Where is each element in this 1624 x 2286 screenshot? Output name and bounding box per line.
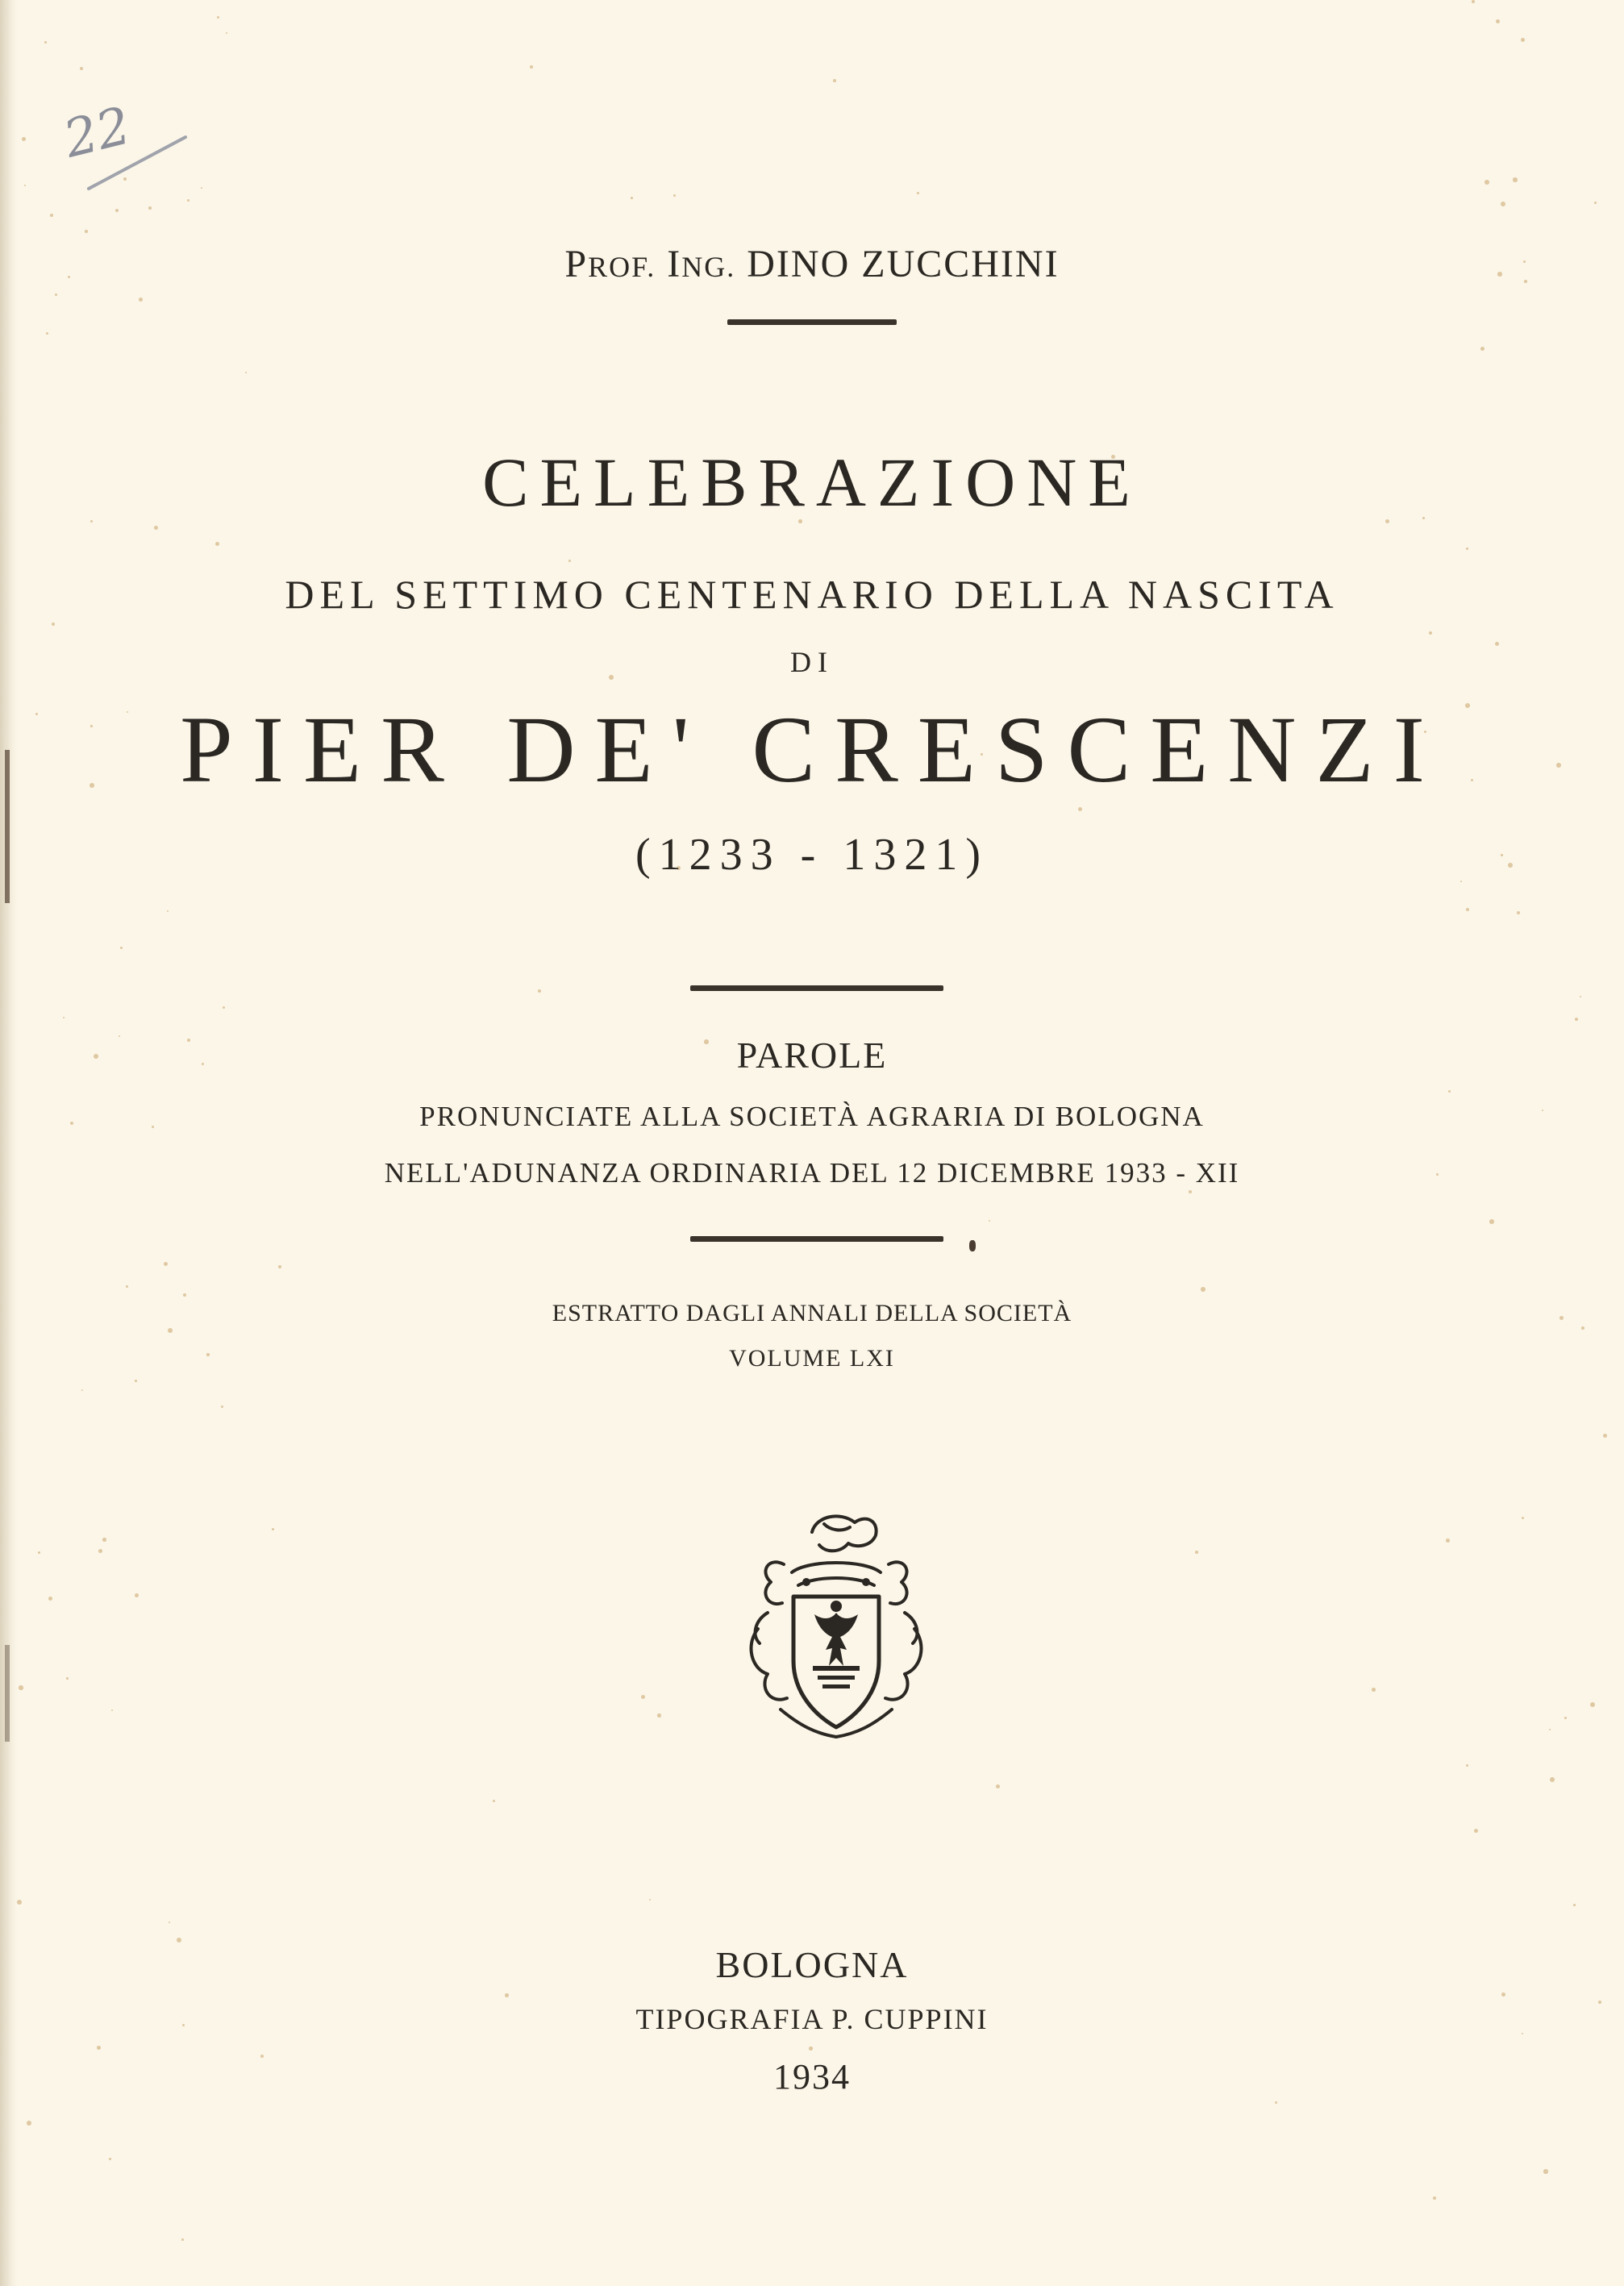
foxing-speckle — [66, 1677, 69, 1680]
foxing-speckle — [1594, 202, 1597, 204]
foxing-speckle — [169, 1922, 170, 1923]
foxing-speckle — [226, 32, 227, 34]
foxing-speckle — [1433, 2196, 1436, 2200]
foxing-speckle — [1496, 19, 1500, 23]
foxing-speckle — [493, 1800, 495, 1802]
foxing-speckle — [44, 41, 47, 44]
foxing-speckle — [1460, 881, 1462, 882]
foxing-speckle — [1521, 38, 1525, 42]
foxing-speckle — [97, 2046, 101, 2050]
foxing-speckle — [27, 2121, 31, 2126]
foxing-speckle — [22, 137, 26, 141]
foxing-speckle — [201, 187, 202, 189]
foxing-speckle — [1550, 1777, 1555, 1782]
foxing-speckle — [1543, 2169, 1548, 2174]
author-prefix-rest: ROF. — [588, 251, 656, 283]
foxing-speckle — [1580, 996, 1581, 997]
foxing-speckle — [505, 1993, 509, 1997]
author-line — [0, 242, 1624, 286]
foxing-speckle — [278, 1265, 281, 1268]
foxing-speckle — [1372, 1688, 1376, 1692]
speech-heading: PAROLE — [736, 1035, 888, 1076]
foxing-speckle — [81, 1389, 83, 1391]
foxing-speckle — [115, 209, 119, 212]
foxing-speckle — [126, 1285, 128, 1288]
foxing-speckle — [1485, 180, 1489, 185]
foxing-speckle — [673, 194, 676, 197]
foxing-speckle — [168, 1328, 173, 1333]
foxing-speckle — [1517, 911, 1520, 914]
foxing-speckle — [1275, 2101, 1277, 2104]
title-connector: DI — [790, 646, 834, 678]
foxing-speckle — [24, 185, 26, 186]
foxing-speckle — [19, 1685, 23, 1690]
foxing-speckle — [50, 214, 53, 217]
foxing-speckle — [530, 65, 533, 69]
foxing-speckle — [917, 192, 919, 194]
foxing-speckle — [109, 2158, 111, 2160]
foxing-speckle — [85, 230, 88, 233]
author-prefix-rest: NG. — [681, 251, 736, 283]
foxing-speckle — [833, 79, 836, 82]
speech-line-2: NELL'ADUNANZA ORDINARIA DEL 12 DICEMBRE 1933 - XII — [384, 1157, 1240, 1189]
foxing-speckle — [164, 1262, 168, 1266]
binding-mark — [5, 1645, 10, 1742]
foxing-speckle — [111, 1709, 113, 1711]
foxing-speckle — [1489, 1219, 1494, 1224]
foxing-speckle — [1446, 1539, 1450, 1543]
imprint-year: 1934 — [773, 2057, 851, 2097]
foxing-speckle — [52, 623, 55, 626]
foxing-speckle — [1195, 1551, 1198, 1554]
foxing-speckle — [1466, 548, 1468, 550]
imprint-city: BOLOGNA — [715, 1944, 909, 1985]
foxing-speckle — [102, 1538, 106, 1542]
foxing-speckle — [1480, 347, 1485, 351]
extract-line-1: ESTRATTO DAGLI ANNALI DELLA SOCIETÀ — [552, 1300, 1072, 1326]
imprint-printer: TIPOGRAFIA P. CUPPINI — [635, 2003, 989, 2035]
extract-volume: VOLUME LXI — [729, 1345, 895, 1372]
foxing-speckle — [1564, 1717, 1567, 1719]
coat-of-arms-icon — [735, 1508, 937, 1742]
foxing-speckle — [1501, 202, 1505, 206]
foxing-speckle — [17, 1900, 22, 1905]
foxing-speckle — [217, 16, 219, 19]
foxing-speckle — [221, 1405, 223, 1408]
foxing-speckle — [1590, 1702, 1595, 1707]
foxing-speckle — [272, 1528, 274, 1530]
foxing-speckle — [538, 989, 541, 993]
foxing-speckle — [657, 1713, 661, 1718]
foxing-speckle — [245, 372, 247, 373]
foxing-speckle — [135, 1593, 139, 1597]
foxing-speckle — [1448, 1090, 1451, 1093]
foxing-speckle — [568, 560, 571, 562]
subtitle: DEL SETTIMO CENTENARIO DELLA NASCITA — [285, 572, 1339, 617]
foxing-speckle — [80, 67, 83, 70]
foxing-speckle — [187, 199, 189, 202]
foxing-speckle — [1466, 908, 1469, 911]
foxing-speckle — [1474, 1829, 1478, 1833]
foxing-speckle — [139, 298, 143, 302]
foxing-speckle — [48, 1597, 52, 1601]
foxing-speckle — [1575, 1018, 1578, 1021]
divider-rule — [690, 985, 943, 991]
foxing-speckle — [46, 332, 48, 335]
foxing-speckle — [1201, 1287, 1206, 1292]
foxing-speckle — [1078, 807, 1082, 811]
divider-rule — [690, 1236, 943, 1242]
foxing-speckle — [1522, 1517, 1524, 1519]
author-prefix-initial: I — [667, 243, 682, 285]
foxing-speckle — [55, 294, 57, 296]
foxing-speckle — [154, 526, 158, 530]
foxing-speckle — [120, 947, 123, 949]
foxing-speckle — [649, 1899, 651, 1901]
foxing-speckle — [1603, 1434, 1607, 1438]
main-title: CELEBRAZIONE — [482, 443, 1142, 521]
foxing-speckle — [38, 1551, 40, 1554]
author-name: DINO ZUCCHINI — [747, 243, 1060, 285]
ink-spot — [969, 1240, 976, 1251]
foxing-speckle — [1513, 177, 1518, 182]
divider-rule — [727, 319, 897, 325]
foxing-speckle — [181, 2238, 184, 2241]
foxing-speckle — [183, 1293, 186, 1297]
foxing-speckle — [809, 2047, 813, 2051]
foxing-speckle — [641, 1695, 645, 1699]
foxing-speckle — [215, 542, 219, 546]
foxing-speckle — [1549, 1729, 1551, 1730]
foxing-speckle — [1429, 631, 1432, 635]
foxing-speckle — [98, 1549, 102, 1553]
subject-name: PIER DE' CRESCENZI — [180, 697, 1444, 802]
foxing-speckle — [1573, 1904, 1576, 1906]
foxing-speckle — [123, 177, 127, 181]
subject-dates: (1233 - 1321) — [635, 830, 989, 880]
foxing-speckle — [989, 1220, 990, 1222]
speech-line-1: PRONUNCIATE ALLA SOCIETÀ AGRARIA DI BOLOGNA — [419, 1101, 1205, 1132]
foxing-speckle — [167, 910, 169, 912]
foxing-speckle — [63, 1017, 65, 1018]
foxing-speckle — [1472, 0, 1475, 3]
foxing-speckle — [135, 1380, 137, 1382]
foxing-speckle — [148, 206, 152, 210]
foxing-speckle — [177, 1938, 181, 1942]
foxing-speckle — [996, 1784, 1000, 1788]
foxing-speckle — [631, 197, 633, 199]
foxing-speckle — [1466, 1764, 1468, 1767]
author-prefix-initial: P — [564, 243, 589, 285]
foxing-speckle — [1189, 1190, 1192, 1193]
pencil-annotation: 22 — [58, 96, 137, 170]
foxing-speckle — [223, 1006, 225, 1009]
foxing-speckle — [1501, 1992, 1505, 1997]
